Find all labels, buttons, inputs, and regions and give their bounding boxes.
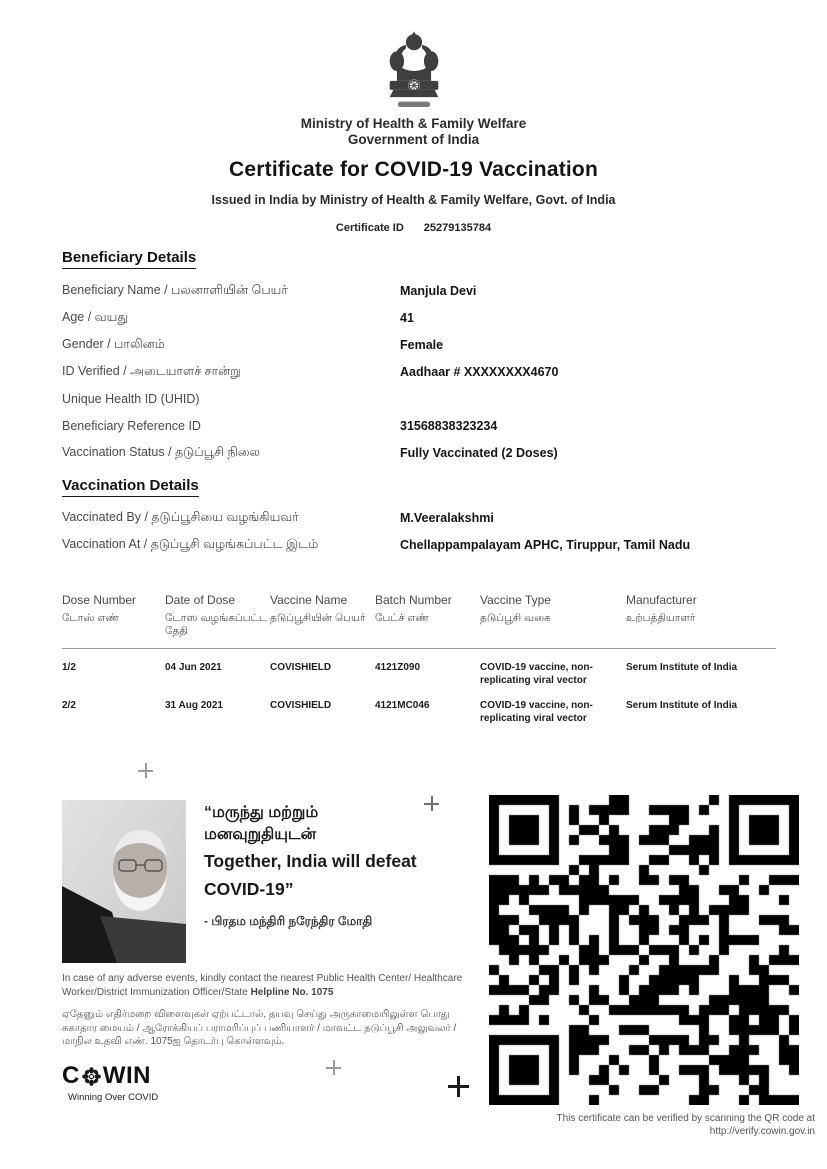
- field-label: Vaccination At / தடுப்பூசி வழங்கப்பட்ட இடம்: [62, 536, 319, 551]
- registration-mark: [138, 763, 153, 778]
- pm-photo: [62, 800, 186, 963]
- cell-dose: 1/2: [62, 662, 76, 673]
- field-row-vaccination-at: [62, 531, 774, 558]
- cowin-letters-win: WIN: [102, 1062, 151, 1089]
- certificate-id: [0, 222, 827, 234]
- cell-manufacturer: Serum Institute of India: [626, 700, 738, 711]
- col-batch-number: Batch Number பேட்ச் எண்: [375, 593, 452, 624]
- quote-tamil-line1: “மருந்து மற்றும்: [204, 804, 319, 821]
- field-row-gender: [62, 331, 774, 358]
- adverse-events-note-ta: ஏதேனும் எதிர்மறை விளைவுகள் ஏற்பட்டால், தயவு செய்து அருகாமையிலுள்ள பொது சுகாதார மையம் / ஆரோக்கியப் பராமரிப்புப் பணியாளர் / மாவட்ட தடுப்பூசி அலுவலர் / மாநில உதவி எண். 1075ஐ தொடர்பு கொள்ளவும்.: [62, 1009, 457, 1047]
- cowin-letter-c: C: [62, 1062, 80, 1089]
- registration-mark: [448, 1076, 469, 1097]
- certificate-subtitle: Issued in India by Ministry of Health & Family Welfare, Govt. of India: [211, 193, 616, 207]
- quote-english-line1: Together, India will defeat: [204, 851, 417, 871]
- col-vaccine-type: Vaccine Type தடுப்பூசி வகை: [480, 593, 551, 624]
- adverse-events-note-en: In case of any adverse events, kindly contact the nearest Public Health Center/ Healthcare Worker/District Immunization Officer/State Helpline No. 1075: [62, 973, 463, 998]
- field-label: Beneficiary Name / பலனாளியின் பெயர்: [62, 282, 288, 297]
- verify-line1: This certificate can be verified by scanning the QR code at: [556, 1113, 815, 1124]
- field-value: Chellappampalayam APHC, Tiruppur, Tamil Nadu: [400, 537, 691, 552]
- field-row-vaccination-status: [62, 439, 774, 466]
- field-row-age: [62, 304, 774, 331]
- table-row: [62, 687, 776, 725]
- quote-attribution: - பிரதம மந்திரி நரேந்திர மோதி: [204, 914, 373, 928]
- table-row: [62, 649, 776, 687]
- verify-note: [475, 1112, 815, 1138]
- cell-date: 04 Jun 2021: [165, 662, 222, 673]
- field-label: Beneficiary Reference ID: [62, 418, 201, 433]
- field-value: Fully Vaccinated (2 Doses): [400, 445, 558, 460]
- beneficiary-details-heading: Beneficiary Details: [62, 249, 196, 269]
- field-value: 41: [400, 310, 414, 325]
- cowin-logo: [62, 1062, 158, 1103]
- cell-dose: 2/2: [62, 700, 76, 711]
- field-row-vaccinated-by: [62, 504, 774, 531]
- col-dose-number: Dose Number டோஸ் எண்: [62, 593, 137, 624]
- field-row-reference-id: [62, 412, 774, 439]
- field-row-beneficiary-name: [62, 277, 774, 304]
- field-value: 31568838323234: [400, 418, 498, 433]
- qr-code: [489, 795, 799, 1105]
- field-row-id-verified: [62, 358, 774, 385]
- dose-table-header: [62, 593, 776, 649]
- cowin-flower-icon: [82, 1067, 101, 1086]
- cell-batch: 4121Z090: [375, 662, 421, 673]
- cell-vaccine: COVISHIELD: [270, 700, 332, 711]
- col-manufacturer: Manufacturer உற்பத்தியாளர்: [626, 593, 697, 624]
- field-label: Unique Health ID (UHID): [62, 391, 200, 406]
- quote-tamil-line2: மனவுறுதியுடன்: [204, 826, 317, 843]
- beneficiary-fields: [62, 277, 774, 466]
- registration-mark: [424, 796, 439, 811]
- vaccination-details-heading: Vaccination Details: [62, 477, 199, 497]
- certificate-title: Certificate for COVID-19 Vaccination: [229, 158, 598, 181]
- quote-english-line2: COVID-19”: [204, 879, 294, 899]
- cell-date: 31 Aug 2021: [165, 700, 223, 711]
- field-label: Gender / பாலினம்: [62, 336, 165, 351]
- field-label: Vaccinated By / தடுப்பூசியை வழங்கியவர்: [62, 509, 299, 524]
- pm-quote-banner: [62, 800, 477, 963]
- vaccination-fields: [62, 504, 774, 558]
- cowin-tagline: Winning Over COVID: [68, 1092, 159, 1103]
- field-value: Female: [400, 337, 444, 352]
- cell-type: COVID-19 vaccine, non-replicating viral vector: [480, 662, 593, 686]
- field-value: M.Veeralakshmi: [400, 510, 494, 525]
- field-label: ID Verified / அடையாளச் சான்று: [62, 363, 241, 378]
- cell-type: COVID-19 vaccine, non-replicating viral vector: [480, 700, 593, 724]
- ministry-line2: Government of India: [347, 132, 480, 147]
- col-vaccine-name: Vaccine Name தடுப்பூசியின் பெயர்: [270, 593, 366, 624]
- certificate-id-label: Certificate ID: [335, 222, 404, 234]
- pm-quote: [204, 802, 484, 930]
- certificate-id-value: 25279135784: [423, 222, 492, 234]
- national-emblem-icon: [387, 30, 441, 117]
- registration-mark: [326, 1060, 341, 1075]
- helpline-number: Helpline No. 1075: [250, 986, 334, 998]
- cell-batch: 4121MC046: [375, 700, 430, 711]
- cell-vaccine: COVISHIELD: [270, 662, 332, 673]
- ministry-name: [0, 116, 827, 148]
- ministry-line1: Ministry of Health & Family Welfare: [300, 116, 527, 131]
- field-value: Aadhaar # XXXXXXXX4670: [400, 364, 559, 379]
- field-value: Manjula Devi: [400, 283, 477, 298]
- verify-line2: http://verify.cowin.gov.in: [709, 1126, 815, 1137]
- cell-manufacturer: Serum Institute of India: [626, 662, 738, 673]
- field-row-uhid: [62, 385, 774, 412]
- field-label: Vaccination Status / தடுப்பூசி நிலை: [62, 444, 261, 459]
- field-label: Age / வயது: [62, 309, 129, 324]
- dose-table: [62, 593, 776, 725]
- col-date-of-dose: Date of Dose டோஸ வழங்கப்பட்ட தேதி: [165, 593, 268, 637]
